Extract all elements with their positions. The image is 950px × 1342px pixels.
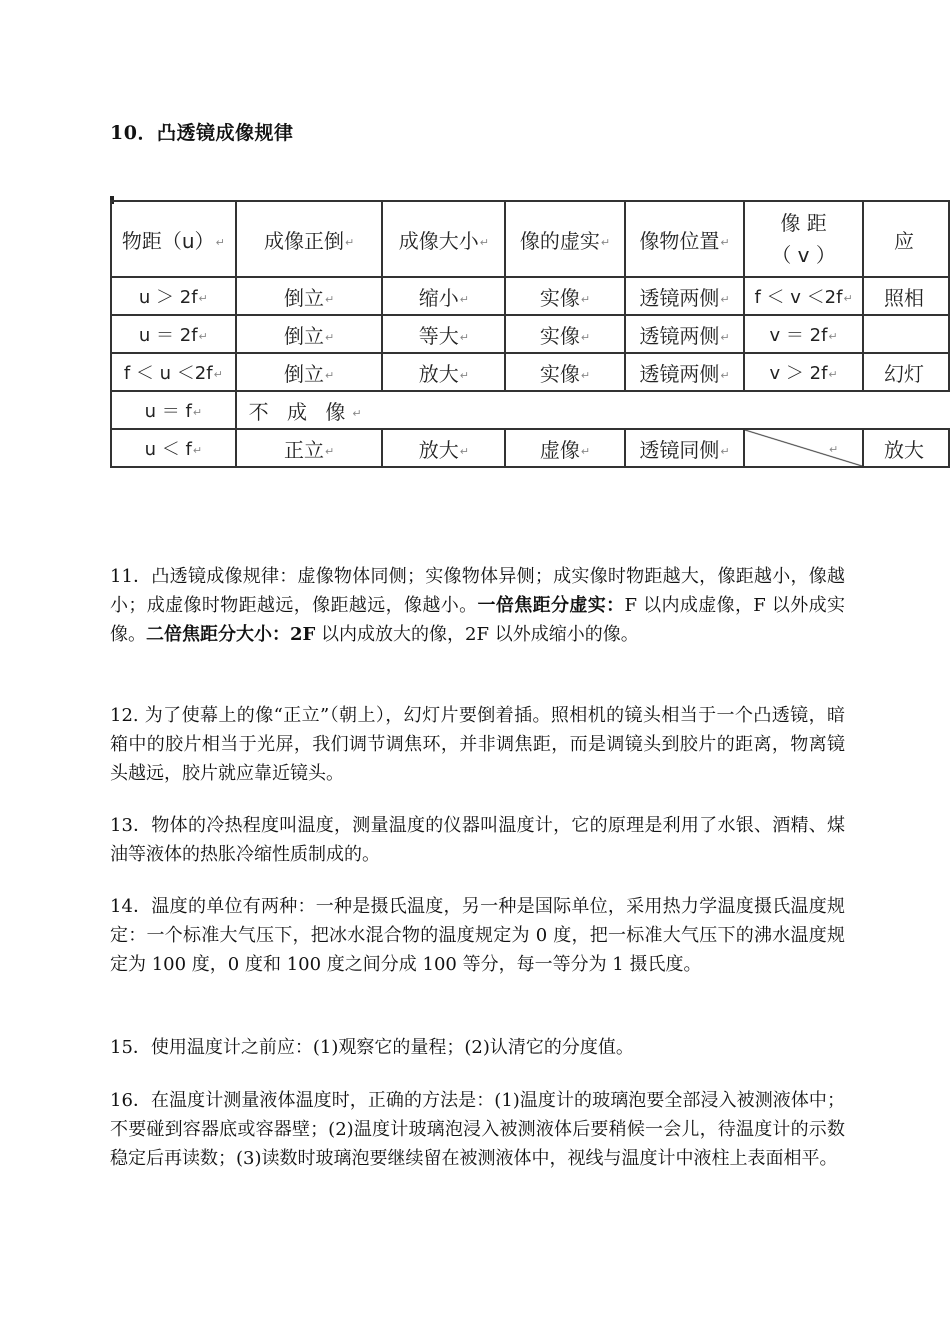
lens-rules-table-image: [110, 200, 950, 475]
table-header-row: [111, 201, 949, 277]
cell-object-distance: u ＜ f↵: [111, 429, 236, 467]
paragraph-12: 12. 为了使幕上的像“正立”（朝上），幻灯片要倒着插。照相机的镜头相当于一个凸透镜，暗箱中的胶片相当于光屏，我们调节调焦环，并非调焦距，而是调镜头到胶片的距离，物离镜头越远，胶片就应靠近镜头。: [110, 705, 845, 784]
cell-orientation: 倒立↵: [236, 353, 383, 391]
paragraph-11-text: 11．凸透镜成像规律：虚像物体同侧；实像物体异侧；成实像时物距越大，像距越小，像越小；成虚像时物距越远，像距越远，像越小。: [110, 566, 845, 616]
cell-image-distance: v ＞ 2f↵: [744, 353, 863, 391]
paragraph-16: 16．在温度计测量液体温度时，正确的方法是：(1)温度计的玻璃泡要全部浸入被测液体中；不要碰到容器底或容器壁；(2)温度计玻璃泡浸入被测液体后要稍候一会儿，待温度计的示数稳定后再读数；(3)读数时玻璃泡要继续留在被测液体中，视线与温度计中液柱上表面相平。: [110, 1090, 845, 1169]
section-heading: 10．凸透镜成像规律: [110, 122, 294, 144]
header-cell: 像 距 （ v ）: [744, 201, 863, 277]
paragraph-11-text-3: 以内成放大的像，2F 以外成缩小的像。: [315, 624, 639, 645]
cell-image-distance-empty: ↵: [744, 429, 863, 467]
cell-real-virtual: 实像↵: [505, 353, 624, 391]
cell-application: 放大: [863, 429, 949, 467]
cell-position: 透镜两侧↵: [625, 315, 744, 353]
cell-real-virtual: 实像↵: [505, 315, 624, 353]
table-row: [111, 277, 949, 315]
table-row: [111, 429, 949, 467]
cell-orientation: 倒立↵: [236, 277, 383, 315]
cell-size: 放大↵: [382, 429, 505, 467]
paragraph-14: 14．温度的单位有两种：一种是摄氏温度，另一种是国际单位，采用热力学温度摄氏温度规定：一个标准大气压下，把冰水混合物的温度规定为 0 度，把一标准大气压下的沸水温度规定为 100 度，0 度和 100 度之间分成 100 等分，每一等分为 1 摄氏度。: [110, 896, 845, 975]
header-cell: 成像大小↵: [382, 201, 505, 277]
cell-image-distance: v ＝ 2f↵: [744, 315, 863, 353]
cell-real-virtual: 虚像↵: [505, 429, 624, 467]
cell-real-virtual: 实像↵: [505, 277, 624, 315]
cell-application: 幻灯: [863, 353, 949, 391]
cell-image-distance: f ＜ v ＜2f↵: [744, 277, 863, 315]
header-cell: 物距（u）↵: [111, 201, 236, 277]
paragraph-11-bold-2: 二倍焦距分大小：2F: [146, 624, 316, 645]
cell-size: 缩小↵: [382, 277, 505, 315]
cell-orientation: 正立↵: [236, 429, 383, 467]
paragraph-11-text-2: F 以内成虚像，F 以外成实像。: [110, 595, 846, 645]
table-row: [111, 315, 949, 353]
paragraph-11-bold-1: 一倍焦距分虚实：: [477, 595, 625, 616]
paragraph-11: [110, 562, 845, 649]
lens-rules-table: [110, 200, 950, 468]
cell-object-distance: u ＞ 2f↵: [111, 277, 236, 315]
paragraph-13: 13．物体的冷热程度叫温度，测量温度的仪器叫温度计，它的原理是利用了水银、酒精、煤油等液体的热胀冷缩性质制成的。: [110, 815, 845, 865]
cell-no-image: 不 成 像↵: [236, 391, 949, 429]
paragraph-15: 15．使用温度计之前应：(1)观察它的量程；(2)认清它的分度值。: [110, 1037, 634, 1058]
cell-application: [863, 315, 949, 353]
header-cell: 像的虚实↵: [505, 201, 624, 277]
cell-object-distance: u ＝ 2f↵: [111, 315, 236, 353]
cell-application: 照相: [863, 277, 949, 315]
cell-size: 等大↵: [382, 315, 505, 353]
header-cell: 应: [863, 201, 949, 277]
cell-position: 透镜同侧↵: [625, 429, 744, 467]
table-row: [111, 353, 949, 391]
cell-object-distance: u ＝ f↵: [111, 391, 236, 429]
header-cell: 像物位置↵: [625, 201, 744, 277]
cell-size: 放大↵: [382, 353, 505, 391]
cell-object-distance: f ＜ u ＜2f↵: [111, 353, 236, 391]
cell-position: 透镜两侧↵: [625, 277, 744, 315]
cell-position: 透镜两侧↵: [625, 353, 744, 391]
cell-orientation: 倒立↵: [236, 315, 383, 353]
header-cell: 成像正倒↵: [236, 201, 383, 277]
table-row: [111, 391, 949, 429]
